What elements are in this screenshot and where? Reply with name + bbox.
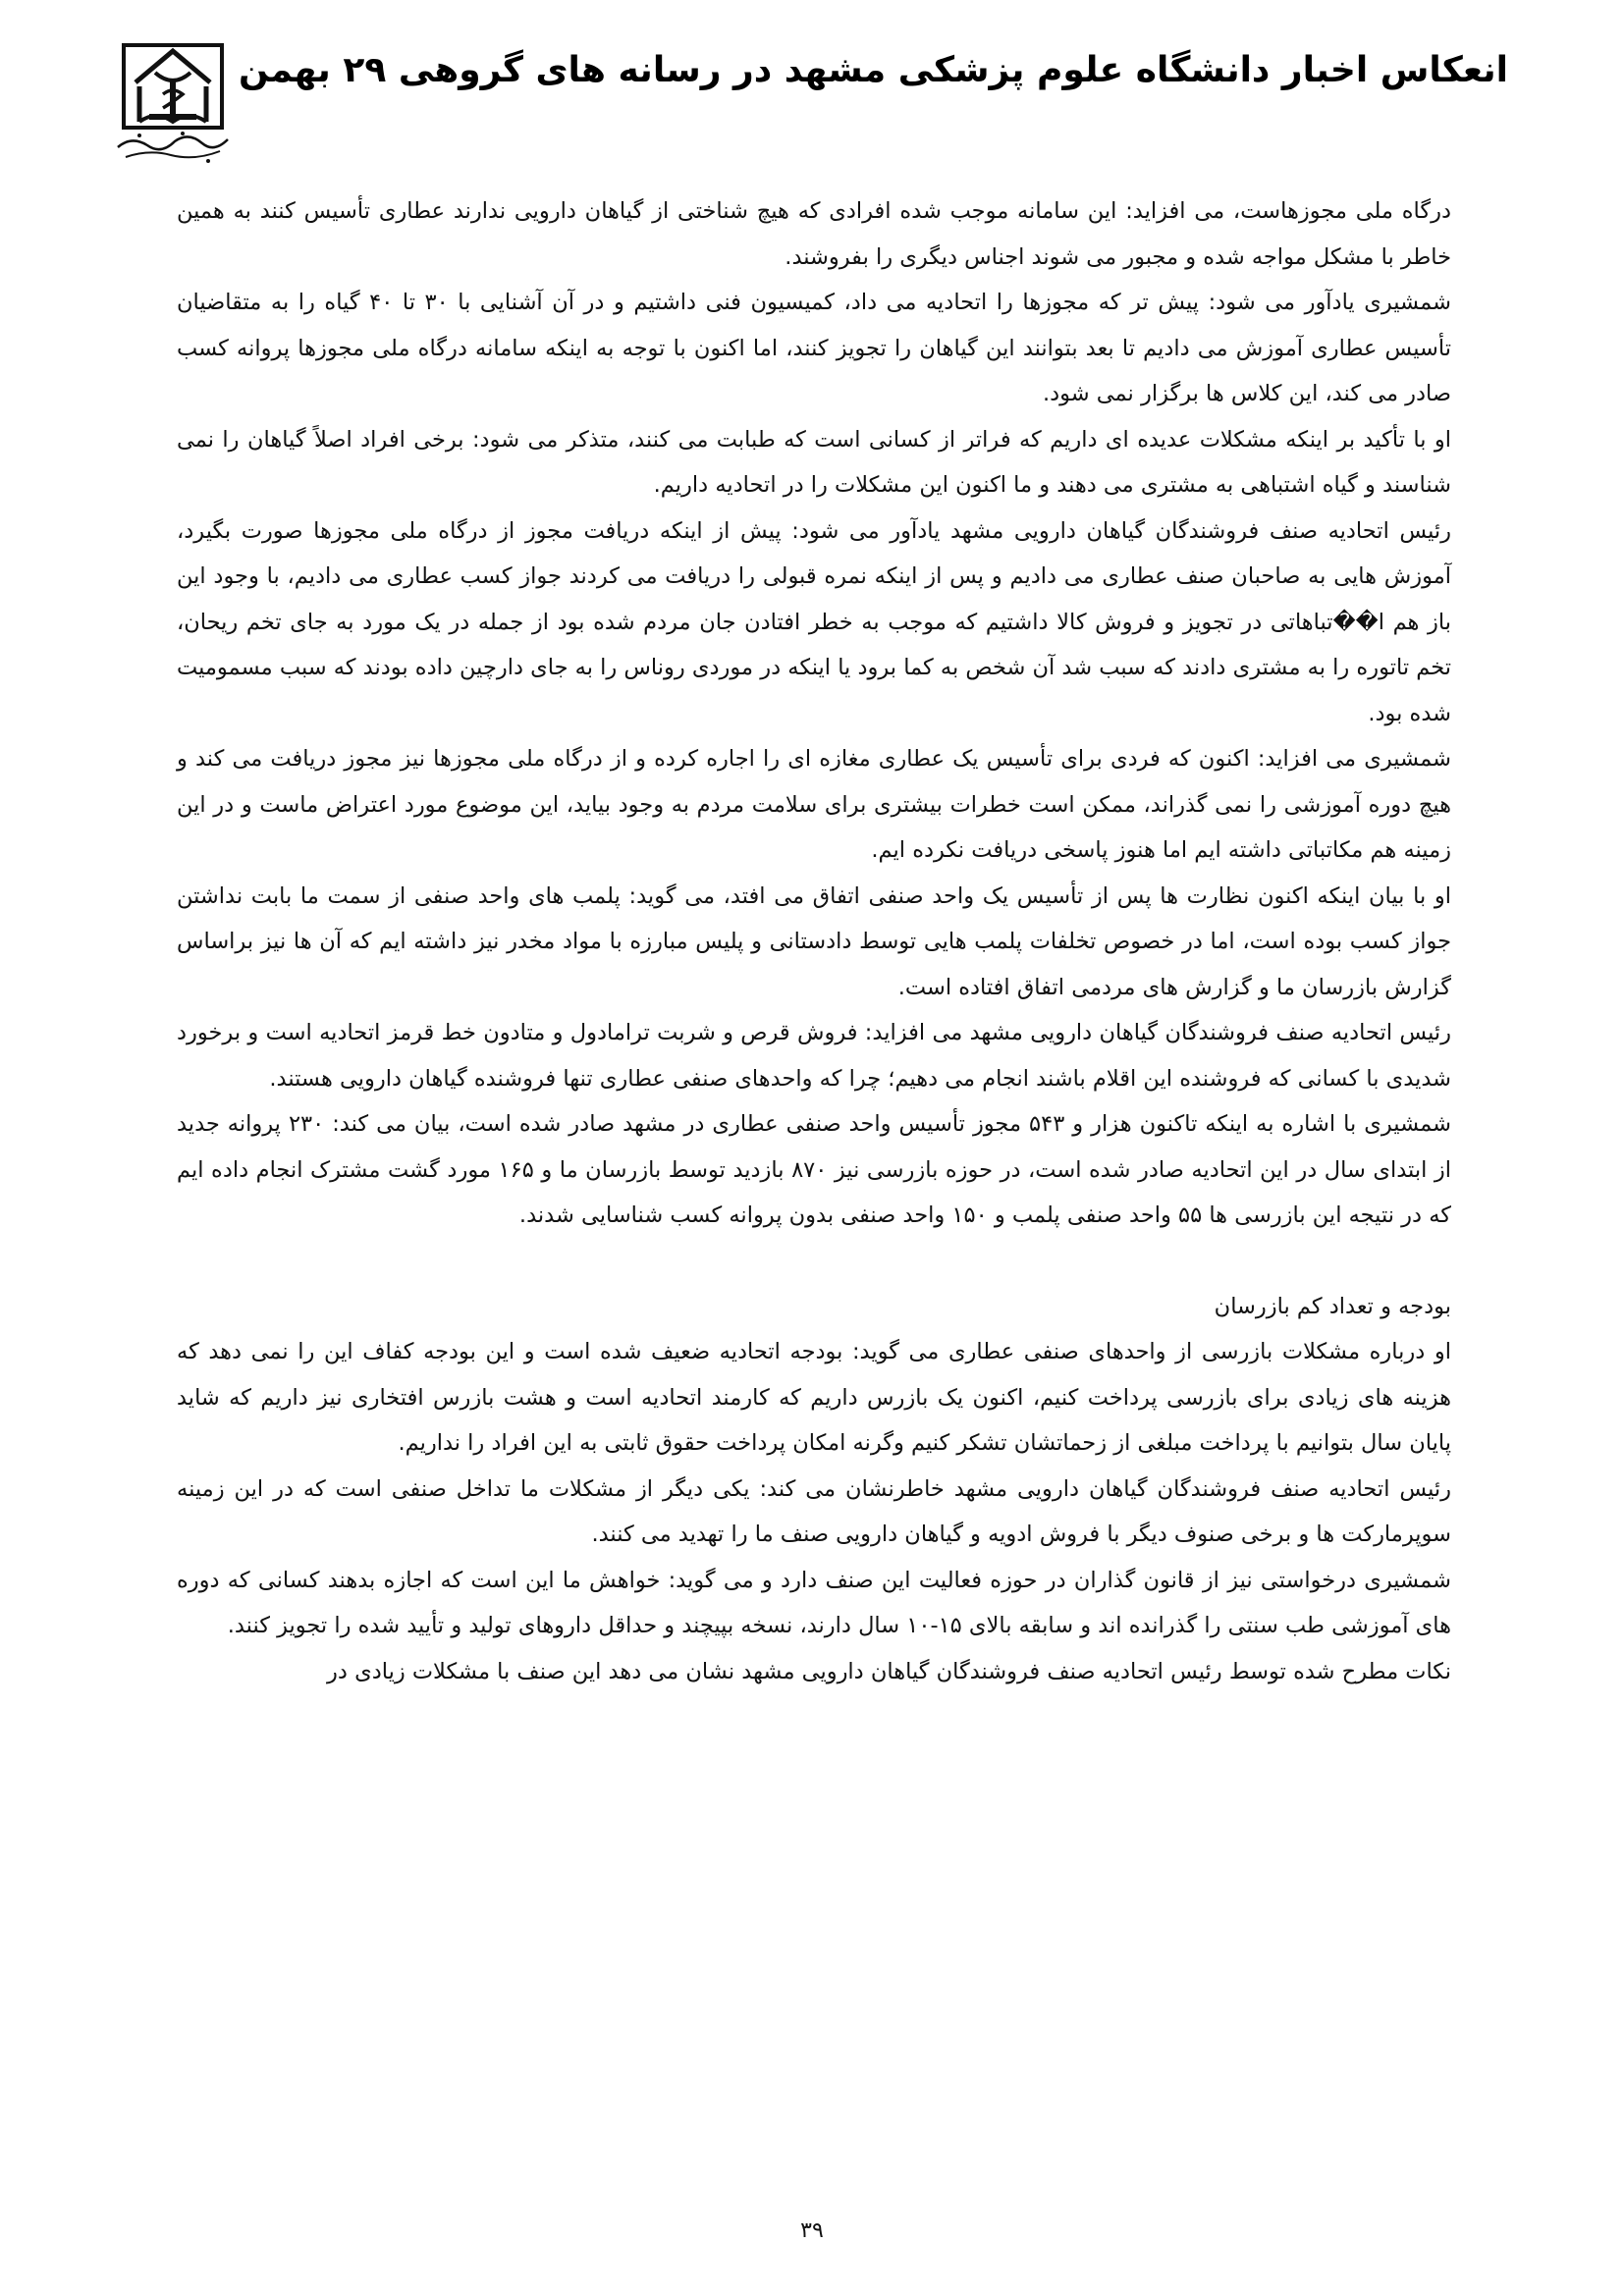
paragraph: شمشیری با اشاره به اینکه تاکنون هزار و ۵۴۳ مجوز تأسیس واحد صنفی عطاری در مشهد صادر شده است، بیان می کند: ۲۳۰ پروانه جدید از ابتدای سال در این اتحادیه صادر شده است، در حوزه بازرسی نیز ۸۷۰ بازدید توسط بازرسان ما و ۱۶۵ مورد گشت مشترک انجام داده ایم که در نتیجه این بازرسی ها ۵۵ واحد صنفی پلمب و ۱۵۰ واحد صنفی بدون پروانه کسب شناسایی شدند.: [177, 1111, 1452, 1228]
paragraph: شمشیری یادآور می شود: پیش تر که مجوزها را اتحادیه می داد، کمیسیون فنی داشتیم و در آن آشنایی با ۳۰ تا ۴۰ گیاه را به متقاضیان تأسیس عطاری آموزش می دادیم تا بعد بتوانند این گیاهان را تجویز کنند، اما اکنون با توجه به اینکه سامانه درگاه ملی مجوزها پروانه کسب صادر می کند، این کلاس ها برگزار نمی شود.: [177, 290, 1451, 406]
section-heading: بودجه و تعداد کم بازرسان: [1214, 1293, 1451, 1319]
paragraph: او با بیان اینکه اکنون نظارت ها پس از تأسیس یک واحد صنفی اتفاق می افتد، می گوید: پلمب های واحد صنفی از سمت ما بابت نداشتن جواز کسب بوده است، اما در خصوص تخلفات پلمب هایی توسط دادستانی و پلیس مبارزه با مواد مخدر نیز داشته ایم که آن ها نیز براساس گزارش بازرسان ما و گزارش های مردمی اتفاق افتاده است.: [177, 882, 1451, 1000]
university-logo: [110, 37, 236, 165]
page-number: ۳۹: [800, 2218, 824, 2243]
paragraph: رئیس اتحادیه صنف فروشندگان گیاهان دارویی مشهد یادآور می شود: پیش از اینکه دریافت مجوز از درگاه ملی مجوزها صورت بگیرد، آموزش هایی به صاحبان صنف عطاری می دادیم و پس از اینکه نمره قبولی را دریافت می کردند جواز کسب عطاری می دادیم، با وجود این باز هم ا��تباهاتی در تجویز و فروش کالا داشتیم که موجب به خطر افتادن جان مردم شده بود از جمله در یک مورد به جای تخم ریحان، تخم تاتوره را به مشتری دادند که سبب شد آن شخص به کما برود یا اینکه در موردی روناس را به جای دارچین داده بودند که سبب مسمومیت شده بود.: [177, 517, 1451, 726]
article-body: [177, 188, 1451, 1694]
paragraph: رئیس اتحادیه صنف فروشندگان گیاهان دارویی مشهد خاطرنشان می کند: یکی دیگر از مشکلات ما تداخل صنفی است که در این زمینه سوپرمارکت ها و برخی صنوف دیگر با فروش ادویه و گیاهان دارویی صنف ما را تهدید می کنند.: [177, 1475, 1451, 1547]
paragraph: او درباره مشکلات بازرسی از واحدهای صنفی عطاری می گوید: بودجه اتحادیه ضعیف شده است و این بودجه کفاف این را نمی دهد که هزینه های زیادی برای بازرسی پرداخت کنیم، اکنون یک بازرس داریم که کارمند اتحادیه است و هشت بازرس افتخاری نیز داریم که شاید پایان سال بتوانیم با پرداخت مبلغی از زحماتشان تشکر کنیم وگرنه امکان پرداخت حقوق ثابتی به این افراد را نداریم.: [177, 1339, 1451, 1456]
paragraph: درگاه ملی مجوزهاست، می افزاید: این سامانه موجب شده افرادی که هیچ شناختی از گیاهان دارویی ندارند عطاری تأسیس کنند به همین خاطر با مشکل مواجه شده و مجبور می شوند اجناس دیگری را بفروشند.: [177, 198, 1451, 270]
paragraph: شمشیری می افزاید: اکنون که فردی برای تأسیس یک عطاری مغازه ای را اجاره کرده و از درگاه ملی مجوزها نیز مجوز دریافت می کند و هیچ دوره آموزشی را نمی گذراند، ممکن است خطرات بیشتری برای سلامت مردم به وجود بیاید، این موضوع مورد اعتراض ماست و در این زمینه هم مکاتباتی داشته ایم اما هنوز پاسخی دریافت نکرده ایم.: [177, 746, 1451, 863]
paragraph: رئیس اتحادیه صنف فروشندگان گیاهان دارویی مشهد می افزاید: فروش قرص و شربت ترامادول و متادون خط قرمز اتحادیه است و برخورد شدیدی با کسانی که فروشنده این اقلام باشند انجام می دهیم؛ چرا که واحدهای صنفی عطاری تنها فروشنده گیاهان دارویی هستند.: [177, 1020, 1451, 1092]
paragraph: او با تأکید بر اینکه مشکلات عدیده ای داریم که فراتر از کسانی است که طبابت می کنند، متذکر می شود: برخی افراد اصلاً گیاهان را نمی شناسند و گیاه اشتباهی به مشتری می دهند و ما اکنون این مشکلات را در اتحادیه داریم.: [177, 426, 1451, 498]
header-title: انعکاس اخبار دانشگاه علوم پزشکی مشهد در رسانه های گروهی ۲۹ بهمن: [239, 50, 1508, 90]
paragraph: شمشیری درخواستی نیز از قانون گذاران در حوزه فعالیت این صنف دارد و می گوید: خواهش ما این است که اجازه بدهند کسانی که دوره های آموزشی طب سنتی را گذرانده اند و سابقه بالای ۱۵-۱۰ سال دارند، نسخه بپیچند و حداقل داروهای تولید و تأیید شده را تجویز کنند.: [177, 1567, 1451, 1638]
university-emblem-icon: [110, 37, 236, 165]
paragraph: نکات مطرح شده توسط رئیس اتحادیه صنف فروشندگان گیاهان دارویی مشهد نشان می دهد این صنف با مشکلات زیادی در: [327, 1658, 1451, 1684]
